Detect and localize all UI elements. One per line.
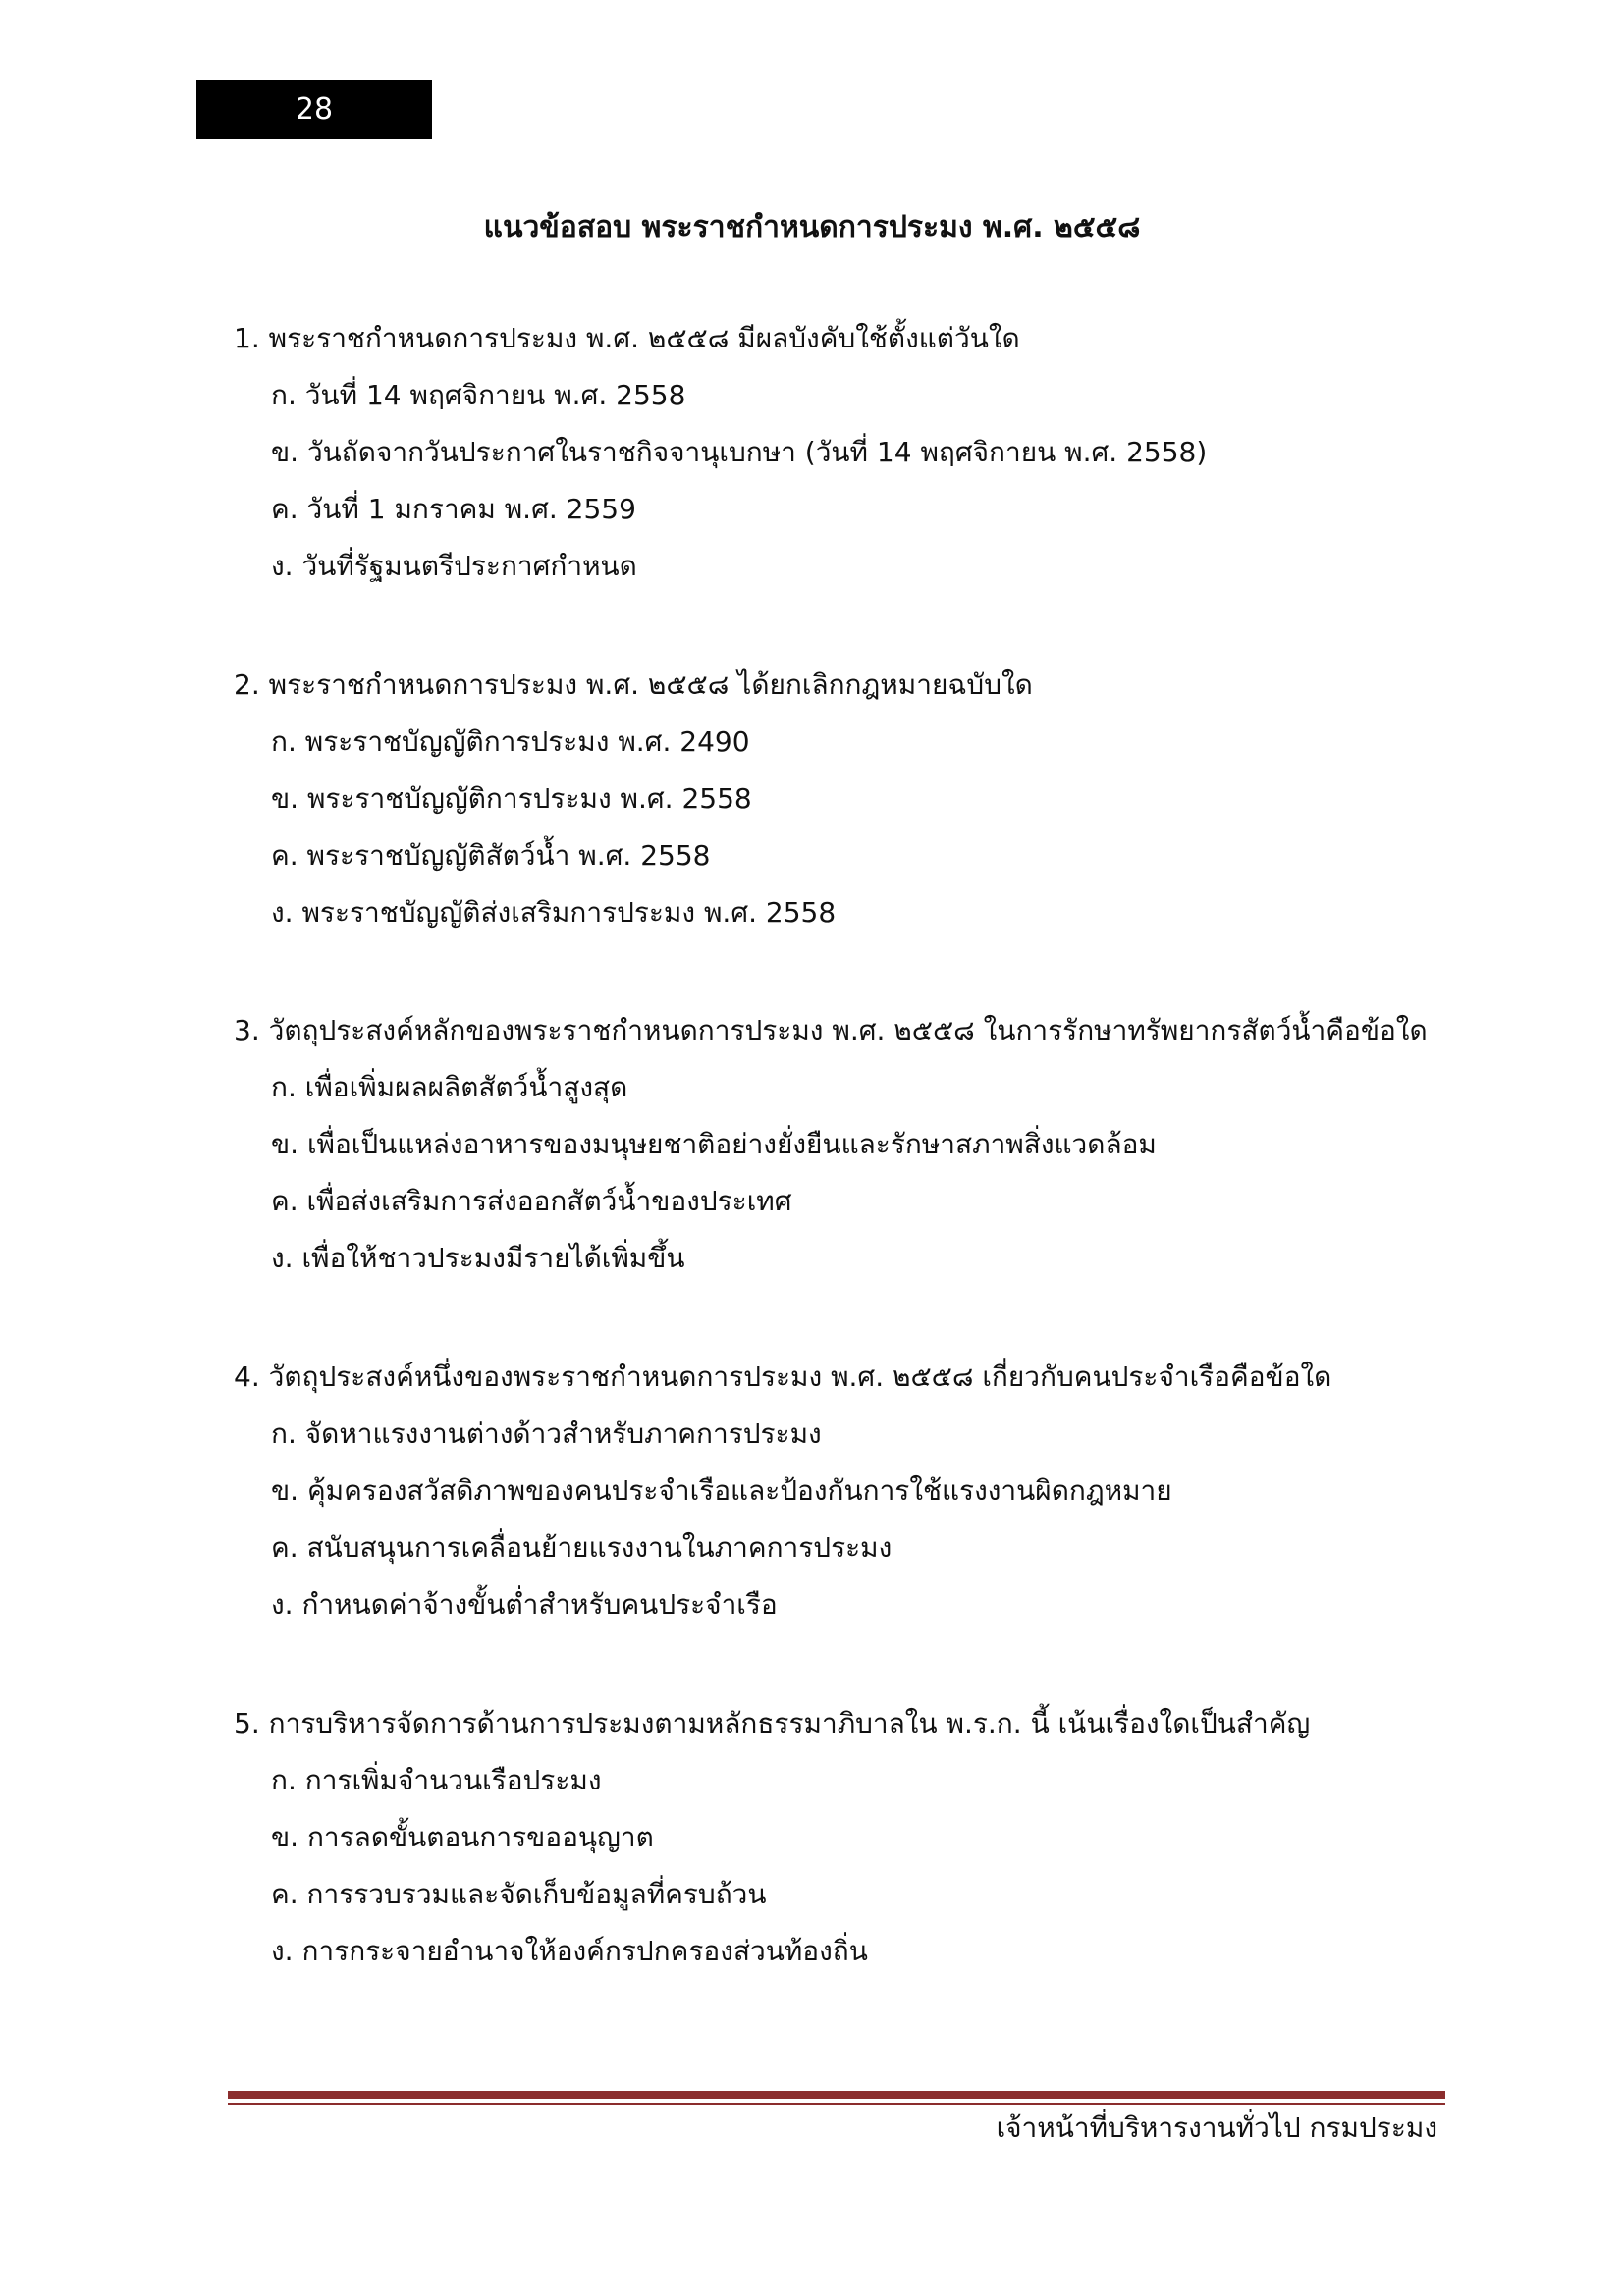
choice-d: ง. การกระจายอำนาจให้องค์กรปกครองส่วนท้องถิ่น: [271, 1935, 868, 1967]
choice-a: ก. วันที่ 14 พฤศจิกายน พ.ศ. 2558: [271, 379, 686, 411]
choice-a: ก. พระราชบัญญัติการประมง พ.ศ. 2490: [271, 725, 750, 758]
choice-a: ก. การเพิ่มจำนวนเรือประมง: [271, 1764, 602, 1796]
footer-department: เจ้าหน้าที่บริหารงานทั่วไป กรมประมง: [996, 2111, 1437, 2144]
choice-a: ก. จัดหาแรงงานต่างด้าวสำหรับภาคการประมง: [271, 1417, 822, 1450]
question-1: [234, 319, 1510, 604]
choice-c: ค. สนับสนุนการเคลื่อนย้ายแรงงานในภาคการประมง: [271, 1531, 893, 1564]
document-title: แนวข้อสอบ พระราชกำหนดการประมง พ.ศ. ๒๕๕๘: [483, 210, 1141, 244]
choice-d: ง. กำหนดค่าจ้างขั้นต่ำสำหรับคนประจำเรือ: [271, 1588, 778, 1621]
question-text: 5. การบริหารจัดการด้านการประมงตามหลักธรรมาภิบาลใน พ.ร.ก. นี้ เน้นเรื่องใดเป็นสำคัญ: [234, 1707, 1311, 1739]
choice-d: ง. เพื่อให้ชาวประมงมีรายได้เพิ่มขึ้น: [271, 1242, 685, 1274]
page-number-badge: [196, 80, 432, 139]
footer-divider: [228, 2091, 1445, 2099]
question-text: 2. พระราชกำหนดการประมง พ.ศ. ๒๕๕๘ ได้ยกเลิกกฎหมายฉบับใด: [234, 668, 1033, 701]
choice-c: ค. การรวบรวมและจัดเก็บข้อมูลที่ครบถ้วน: [271, 1878, 767, 1910]
choice-b: ข. การลดขั้นตอนการขออนุญาต: [271, 1821, 654, 1853]
choice-b: ข. คุ้มครองสวัสดิภาพของคนประจำเรือและป้องกันการใช้แรงงานผิดกฎหมาย: [271, 1474, 1172, 1507]
page-number: 28: [295, 92, 334, 127]
choice-d: ง. พระราชบัญญัติส่งเสริมการประมง พ.ศ. 2558: [271, 896, 837, 929]
question-2: [234, 666, 1510, 950]
question-text: 1. พระราชกำหนดการประมง พ.ศ. ๒๕๕๘ มีผลบังคับใช้ตั้งแต่วันใด: [234, 322, 1020, 354]
footer-divider-thin: [228, 2103, 1445, 2105]
question-text: 4. วัตถุประสงค์หนึ่งของพระราชกำหนดการประมง พ.ศ. ๒๕๕๘ เกี่ยวกับคนประจำเรือคือข้อใด: [234, 1361, 1332, 1393]
choice-a: ก. เพื่อเพิ่มผลผลิตสัตว์น้ำสูงสุด: [271, 1071, 628, 1103]
choice-c: ค. เพื่อส่งเสริมการส่งออกสัตว์น้ำของประเทศ: [271, 1185, 792, 1217]
choice-b: ข. วันถัดจากวันประกาศในราชกิจจานุเบกษา (วันที่ 14 พฤศจิกายน พ.ศ. 2558): [271, 436, 1208, 468]
choice-b: ข. พระราชบัญญัติการประมง พ.ศ. 2558: [271, 782, 752, 815]
question-text: 3. วัตถุประสงค์หลักของพระราชกำหนดการประมง พ.ศ. ๒๕๕๘ ในการรักษาทรัพยากรสัตว์น้ำคือข้อใด: [234, 1014, 1428, 1046]
choice-c: ค. พระราชบัญญัติสัตว์น้ำ พ.ศ. 2558: [271, 839, 711, 872]
question-3: [234, 1011, 1510, 1296]
question-5: [234, 1704, 1510, 1989]
choice-b: ข. เพื่อเป็นแหล่งอาหารของมนุษยชาติอย่างยั่งยืนและรักษาสภาพสิ่งแวดล้อม: [271, 1128, 1157, 1160]
question-4: [234, 1358, 1510, 1642]
choice-c: ค. วันที่ 1 มกราคม พ.ศ. 2559: [271, 493, 636, 525]
choice-d: ง. วันที่รัฐมนตรีประกาศกำหนด: [271, 550, 637, 582]
